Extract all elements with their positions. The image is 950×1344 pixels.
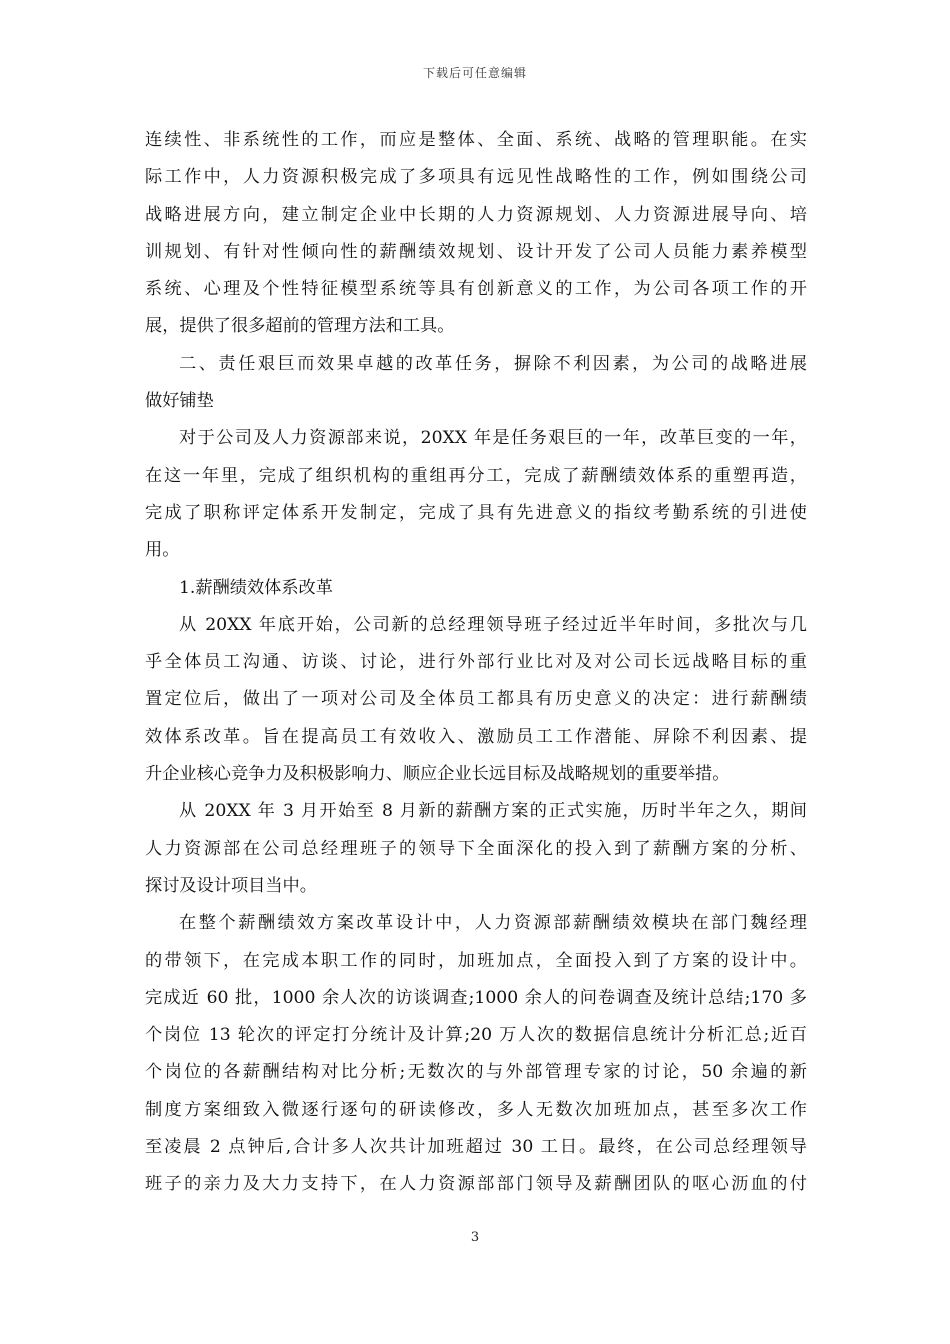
text-line: 探讨及设计项目当中。 — [145, 875, 317, 896]
text-line: 乎全体员工沟通、访谈、讨论，进行外部行业比对及对公司长远战略目标的重 — [145, 652, 807, 673]
text-line: 从 20XX 年 3 月开始至 8 月新的薪酬方案的正式实施，历时半年之久，期间 — [179, 801, 807, 822]
text-line: 制度方案细致入微逐行逐句的研读修改，多人无数次加班加点，甚至多次工作 — [145, 1099, 807, 1120]
text-line: 用。 — [145, 540, 180, 561]
text-line: 连续性、非系统性的工作，而应是整体、全面、系统、战略的管理职能。在实 — [145, 130, 807, 150]
text-line: 在整个薪酬绩效方案改革设计中，人力资源部薪酬绩效模块在部门魏经理 — [179, 913, 807, 934]
document-body — [145, 122, 807, 1204]
text-line: 效体系改革。旨在提高员工有效收入、激励员工工作潜能、屏除不利因素、提 — [145, 726, 807, 747]
text-line: 从 20XX 年底开始，公司新的总经理领导班子经过近半年时间，多批次与几 — [179, 614, 807, 635]
text-line: 升企业核心竞争力及积极影响力、顺应企业长远目标及战略规划的重要举措。 — [145, 764, 730, 785]
subsection-heading: 1.薪酬绩效体系改革 — [179, 577, 333, 598]
text-line: 的带领下，在完成本职工作的同时，加班加点，全面投入到了方案的设计中。 — [145, 950, 807, 971]
text-line: 置定位后，做出了一项对公司及全体员工都具有历史意义的决定：进行薪酬绩 — [145, 689, 807, 710]
section-heading-line: 二、责任艰巨而效果卓越的改革任务，摒除不利因素，为公司的战略进展 — [179, 353, 807, 374]
text-line: 对于公司及人力资源部来说，20XX 年是任务艰巨的一年，改革巨变的一年， — [179, 428, 807, 449]
text-line: 人力资源部在公司总经理班子的领导下全面深化的投入到了薪酬方案的分析、 — [145, 838, 807, 859]
text-line: 个岗位的各薪酬结构对比分析;无数次的与外部管理专家的讨论，50 余遍的新 — [145, 1062, 807, 1083]
text-line: 战略进展方向，建立制定企业中长期的人力资源规划、人力资源进展导向、培 — [145, 204, 807, 225]
page-header: 下载后可任意编辑 — [422, 66, 527, 80]
text-line: 至凌晨 2 点钟后,合计多人次共计加班超过 30 工日。最终，在公司总经理领导 — [145, 1137, 807, 1158]
text-line: 系统、心理及个性特征模型系统等具有创新意义的工作，为公司各项工作的开 — [145, 279, 807, 300]
text-line: 际工作中，人力资源积极完成了多项具有远见性战略性的工作，例如围绕公司 — [145, 167, 807, 188]
text-line: 展，提供了很多超前的管理方法和工具。 — [145, 316, 455, 337]
text-line: 个岗位 13 轮次的评定打分统计及计算;20 万人次的数据信息统计分析汇总;近百 — [145, 1025, 807, 1046]
text-line: 完成了职称评定体系开发制定，完成了具有先进意义的指纹考勤系统的引进使 — [145, 502, 807, 523]
text-line: 班子的亲力及大力支持下，在人力资源部部门领导及薪酬团队的呕心沥血的付 — [145, 1174, 807, 1195]
page-number: 3 — [470, 1230, 480, 1245]
text-line: 在这一年里，完成了组织机构的重组再分工，完成了薪酬绩效体系的重塑再造， — [145, 465, 807, 486]
section-heading-line: 做好铺垫 — [145, 391, 214, 412]
text-line: 完成近 60 批，1000 余人次的访谈调查;1000 余人的问卷调查及统计总结;170 多 — [145, 987, 807, 1008]
text-line: 训规划、有针对性倾向性的薪酬绩效规划、设计开发了公司人员能力素养模型 — [145, 241, 807, 262]
